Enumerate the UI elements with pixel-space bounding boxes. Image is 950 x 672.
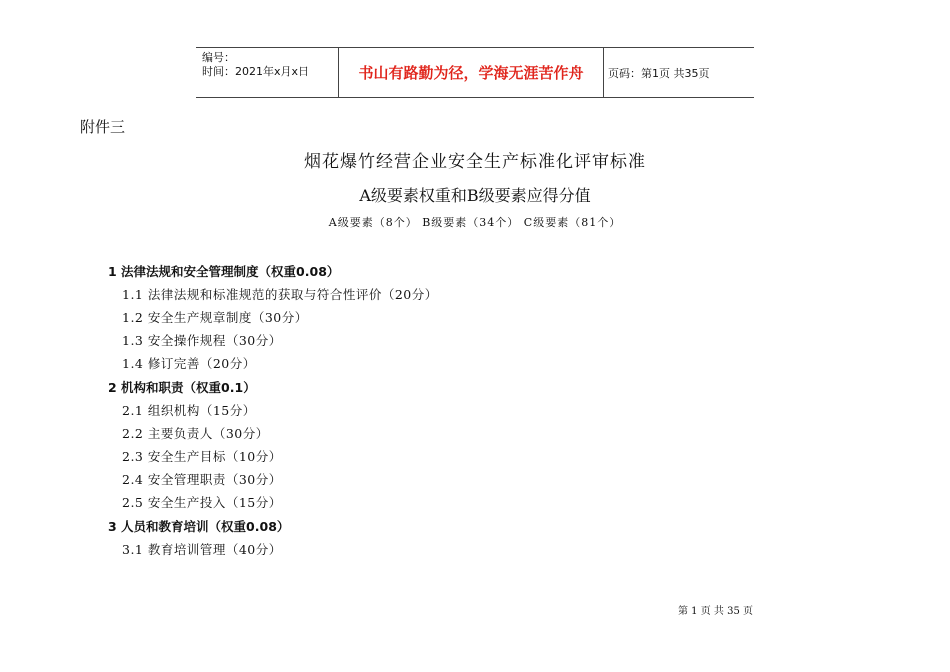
header-page-code: 页码：第1页 共35页 (608, 66, 710, 80)
list-item: 1.2 安全生产规章制度（30分） (122, 310, 308, 325)
list-item: 2.1 组织机构（15分） (122, 403, 256, 418)
list-item: 2.5 安全生产投入（15分） (122, 495, 282, 510)
page-footer: 第 1 页 共 35 页 (678, 606, 753, 617)
header-motto: 书山有路勤为径，学海无涯苦作舟 (338, 48, 604, 97)
list-item: 2.4 安全管理职责（30分） (122, 472, 282, 487)
section-heading: 2 机构和职责（权重0.1） (108, 380, 256, 395)
list-item: 2.2 主要负责人（30分） (122, 426, 269, 441)
attachment-label: 附件三 (80, 118, 126, 136)
section-heading: 3 人员和教育培训（权重0.08） (108, 519, 290, 534)
document-subtitle: A级要素权重和B级要素应得分值 (359, 186, 591, 205)
list-item: 1.4 修订完善（20分） (122, 356, 256, 371)
list-item: 1.3 安全操作规程（30分） (122, 333, 282, 348)
header-meta-cell (196, 48, 338, 97)
time-label: 时间：2021年x月x日 (202, 65, 310, 78)
list-item: 1.1 法律法规和标准规范的获取与符合性评价（20分） (122, 287, 438, 302)
list-item: 3.1 教育培训管理（40分） (122, 542, 282, 557)
document-title: 烟花爆竹经营企业安全生产标准化评审标准 (304, 152, 646, 172)
document-header-table (196, 47, 754, 98)
list-item: 2.3 安全生产目标（10分） (122, 449, 282, 464)
element-counts: A级要素（8个） B级要素（34个） C级要素（81个） (328, 216, 622, 229)
section-heading: 1 法律法规和安全管理制度（权重0.08） (108, 264, 340, 279)
number-label: 编号： (202, 51, 235, 64)
